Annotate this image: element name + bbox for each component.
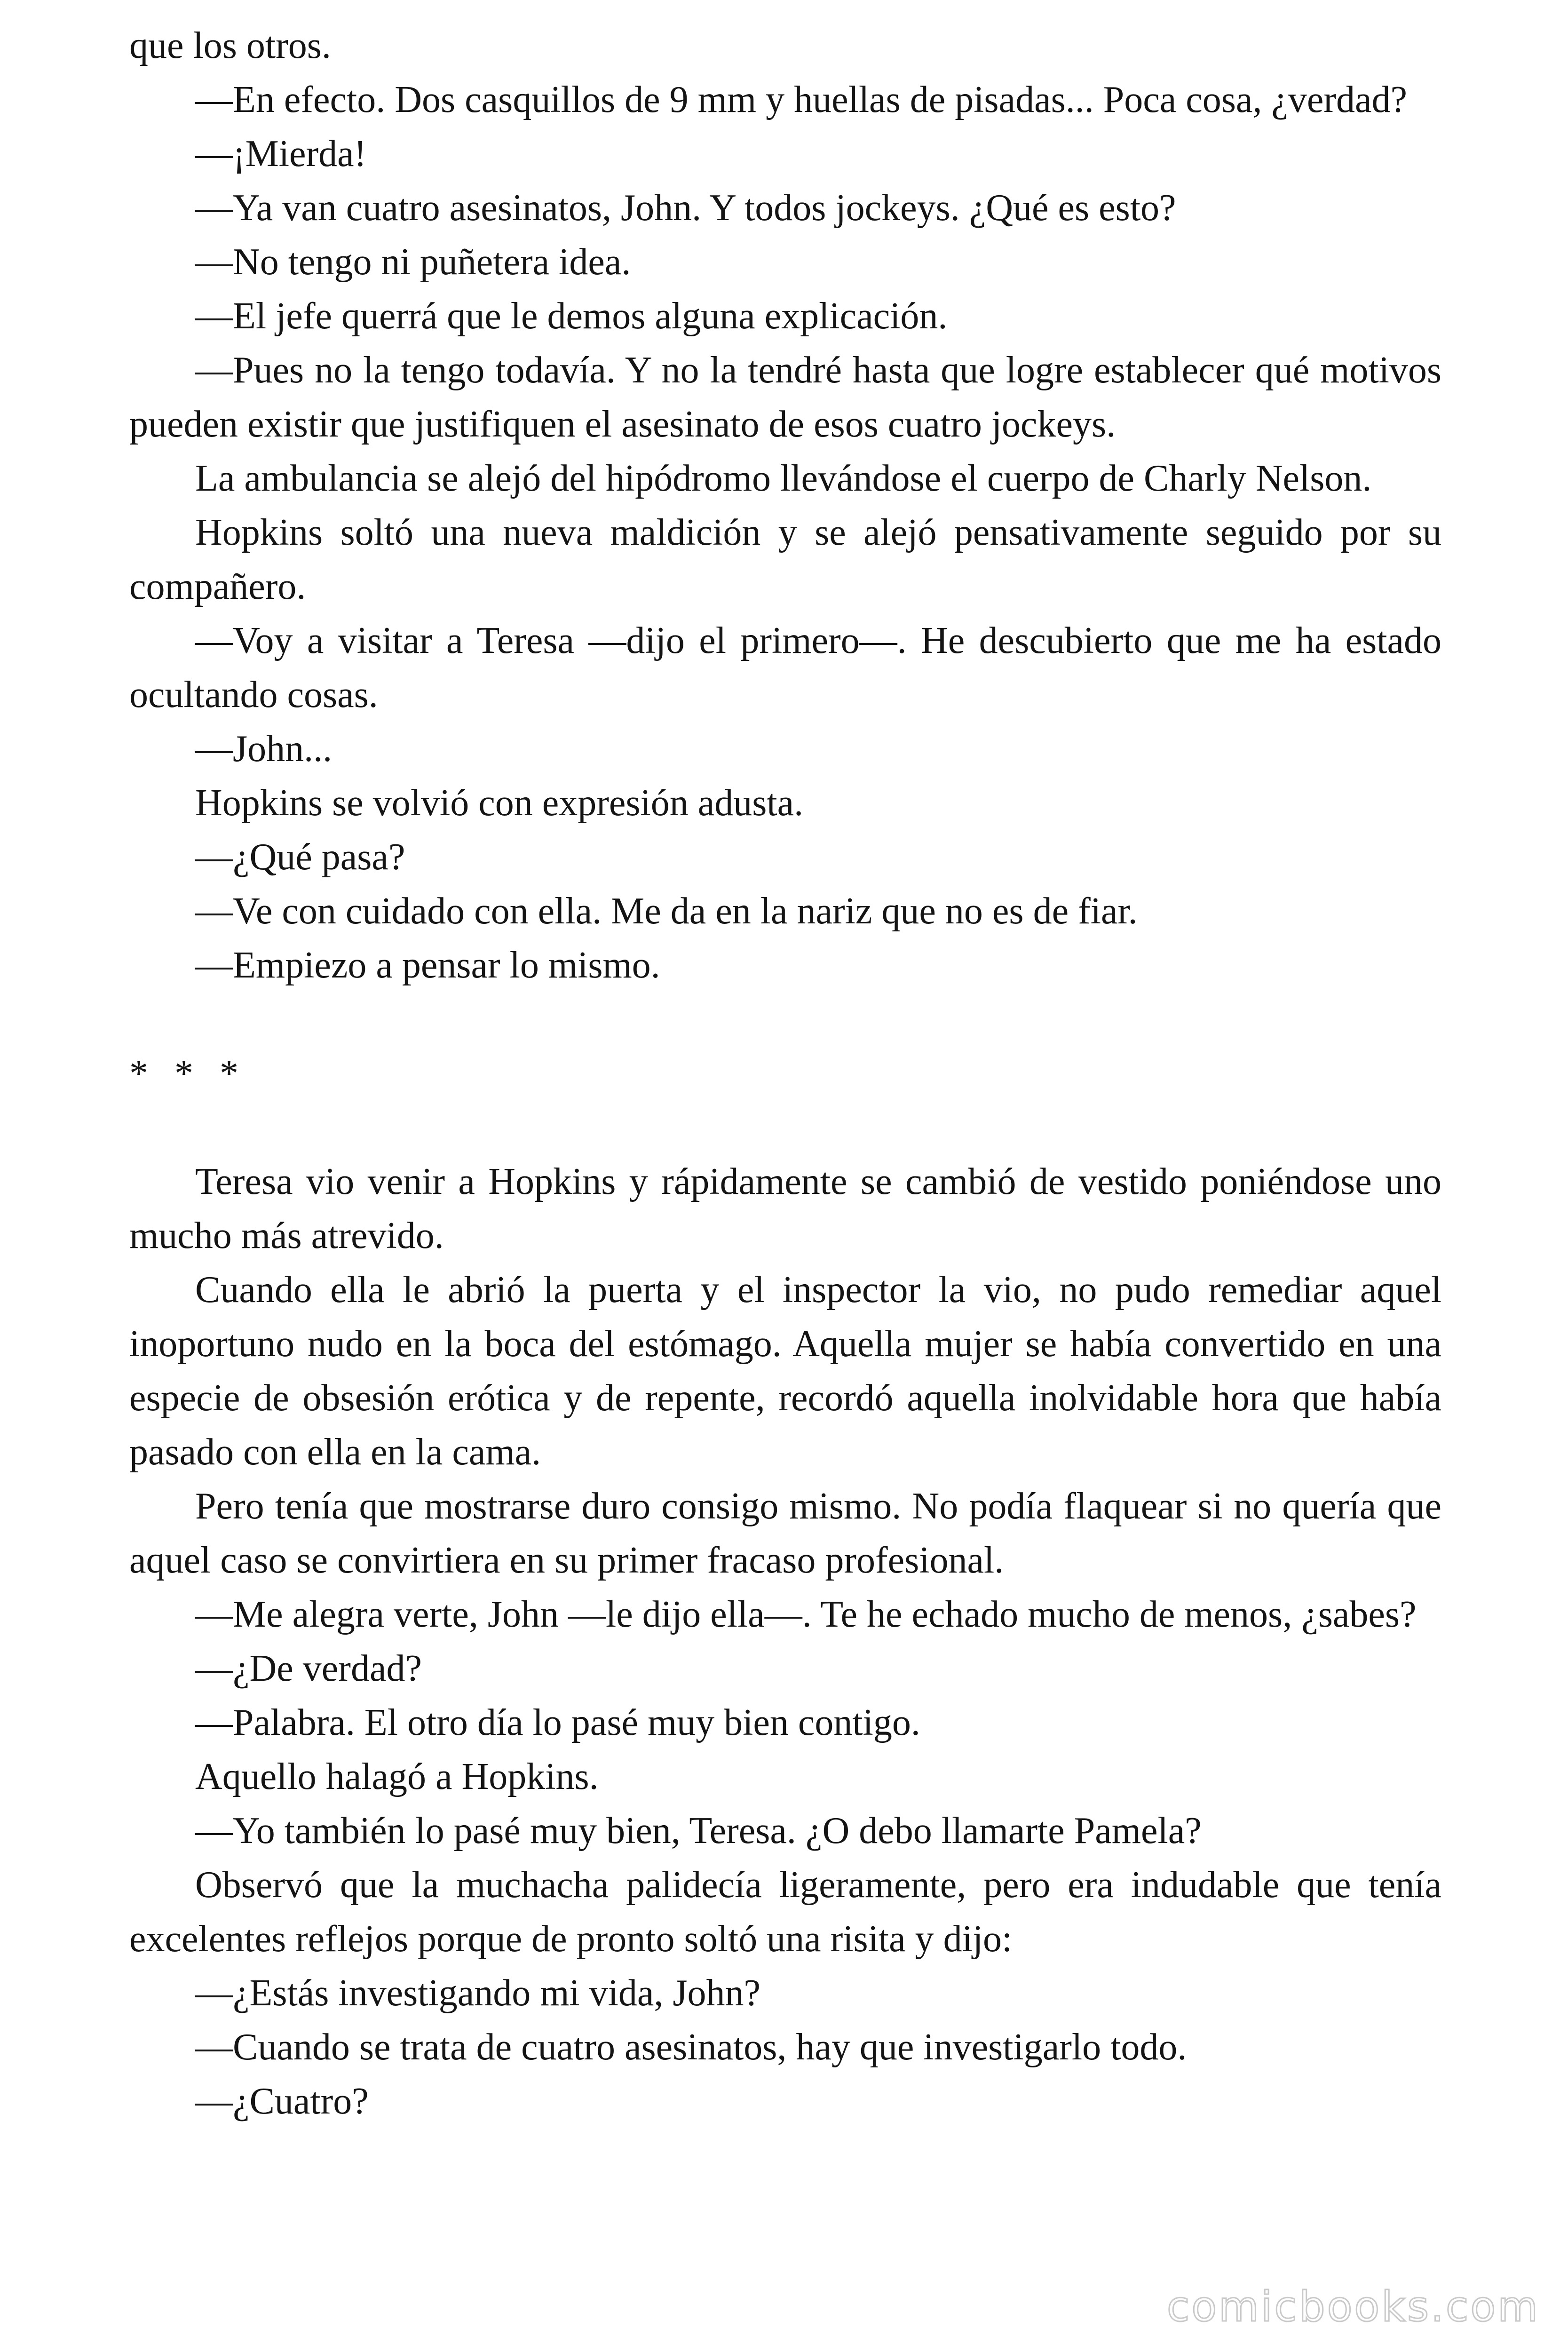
paragraph: —Yo también lo pasé muy bien, Teresa. ¿O debo llamarte Pamela?: [195, 1810, 1202, 1851]
paragraph: Hopkins soltó una nueva maldición y se alejó pensativamente seguido por su compañero.: [129, 512, 1441, 607]
paragraph: —En efecto. Dos casquillos de 9 mm y huellas de pisadas... Poca cosa, ¿verdad?: [195, 79, 1408, 120]
paragraph: Aquello halagó a Hopkins.: [195, 1756, 599, 1797]
paragraph: que los otros.: [129, 25, 331, 66]
paragraph: —Cuando se trata de cuatro asesinatos, hay que investigarlo todo.: [195, 2026, 1187, 2068]
paragraph: —¡Mierda!: [195, 133, 367, 175]
paragraph: —El jefe querrá que le demos alguna explicación.: [195, 295, 948, 337]
paragraph: Teresa vio venir a Hopkins y rápidamente se cambió de vestido poniéndose uno mucho más atrevido.: [129, 1161, 1441, 1256]
paragraph: —Me alegra verte, John —le dijo ella—. Te he echado mucho de menos, ¿sabes?: [195, 1594, 1417, 1635]
paragraph: La ambulancia se alejó del hipódromo llevándose el cuerpo de Charly Nelson.: [195, 458, 1372, 499]
paragraph: —¿Estás investigando mi vida, John?: [195, 1972, 761, 2014]
paragraph: —¿Qué pasa?: [195, 836, 405, 878]
paragraph: —Voy a visitar a Teresa —dijo el primero—. He descubierto que me ha estado ocultando cosas.: [129, 620, 1441, 715]
paragraph: —No tengo ni puñetera idea.: [195, 241, 631, 283]
paragraph: Hopkins se volvió con expresión adusta.: [195, 782, 804, 824]
book-page: [129, 19, 1441, 2129]
paragraph: —Palabra. El otro día lo pasé muy bien contigo.: [195, 1702, 920, 1743]
paragraph: Pero tenía que mostrarse duro consigo mismo. No podía flaquear si no quería que aquel caso se convirtiera en su primer fracaso profesional.: [129, 1486, 1441, 1581]
paragraph: —John...: [195, 728, 333, 770]
paragraph: —Pues no la tengo todavía. Y no la tendré hasta que logre establecer qué motivos pueden existir que justifiquen el asesinato de esos cuatro jockeys.: [129, 350, 1441, 445]
paragraph: —Empiezo a pensar lo mismo.: [195, 945, 660, 986]
watermark: comicbooks.com: [1166, 2282, 1540, 2331]
paragraph: Observó que la muchacha palidecía ligeramente, pero era indudable que tenía excelentes reflejos porque de pronto soltó una risita y dijo:: [129, 1864, 1441, 1960]
section-separator: * * *: [129, 1053, 247, 1094]
paragraph: —Ya van cuatro asesinatos, John. Y todos jockeys. ¿Qué es esto?: [195, 187, 1176, 229]
paragraph: —¿De verdad?: [195, 1648, 422, 1689]
paragraph: —¿Cuatro?: [195, 2081, 369, 2122]
paragraph: Cuando ella le abrió la puerta y el inspector la vio, no pudo remediar aquel inoportuno nudo en la boca del estómago. Aquella mujer se había convertido en una especie de obsesión erótica y de repente, recordó aquella inolvidable hora que había pasado con ella en la cama.: [129, 1269, 1441, 1473]
paragraph: —Ve con cuidado con ella. Me da en la nariz que no es de fiar.: [195, 890, 1138, 932]
